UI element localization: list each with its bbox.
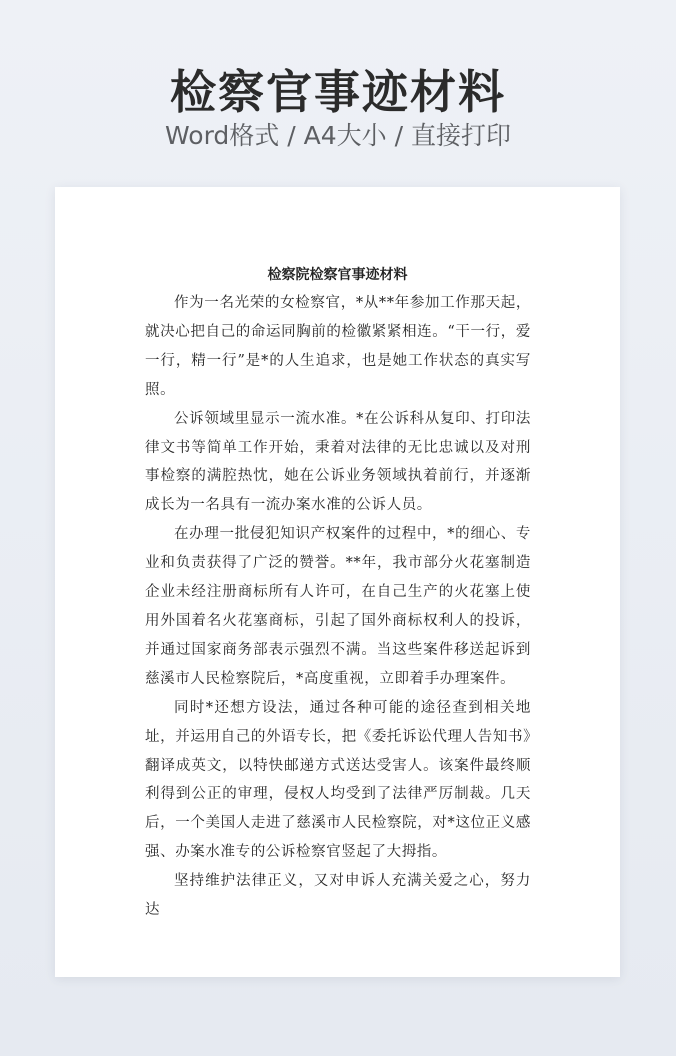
document-body bbox=[145, 289, 531, 925]
document-page bbox=[55, 187, 620, 977]
document-title: 检察院检察官事迹材料 bbox=[267, 267, 408, 283]
paragraph: 坚持维护法律正义，又对申诉人充满关爱之心，努力达 bbox=[145, 873, 531, 919]
paragraph: 作为一名光荣的女检察官，*从**年参加工作那天起，就决心把自己的命运同胸前的检徽紧紧相连。“干一行，爱一行，精一行”是*的人生追求，也是她工作状态的真实写照。 bbox=[145, 295, 531, 398]
paragraph: 同时*还想方设法，通过各种可能的途径查到相关地址，并运用自己的外语专长，把《委托诉讼代理人告知书》翻译成英文，以特快邮递方式送达受害人。该案件最终顺利得到公正的审理，侵权人均受到了法律严厉制裁。几天后，一个美国人走进了慈溪市人民检察院，对*这位正义感强、办案水准专的公诉检察官竖起了大拇指。 bbox=[145, 699, 531, 861]
banner-title: 检察官事迹材料 bbox=[170, 65, 506, 119]
paragraph: 在办理一批侵犯知识产权案件的过程中，*的细心、专业和负责获得了广泛的赞誉。**年，我市部分火花塞制造企业未经注册商标所有人许可，在自己生产的火花塞上使用外国着名火花塞商标，引起了国外商标权利人的投诉，并通过国家商务部表示强烈不满。当这些案件移送起诉到慈溪市人民检察院后，*高度重视，立即着手办理案件。 bbox=[145, 526, 531, 687]
banner-subtitle: Word格式 / A4大小 / 直接打印 bbox=[165, 121, 511, 150]
paragraph: 公诉领域里显示一流水准。*在公诉科从复印、打印法律文书等简单工作开始，秉着对法律的无比忠诚以及对刑事检察的满腔热忱，她在公诉业务领域执着前行，并逐渐成长为一名具有一流办案水准的公诉人员。 bbox=[145, 410, 531, 514]
